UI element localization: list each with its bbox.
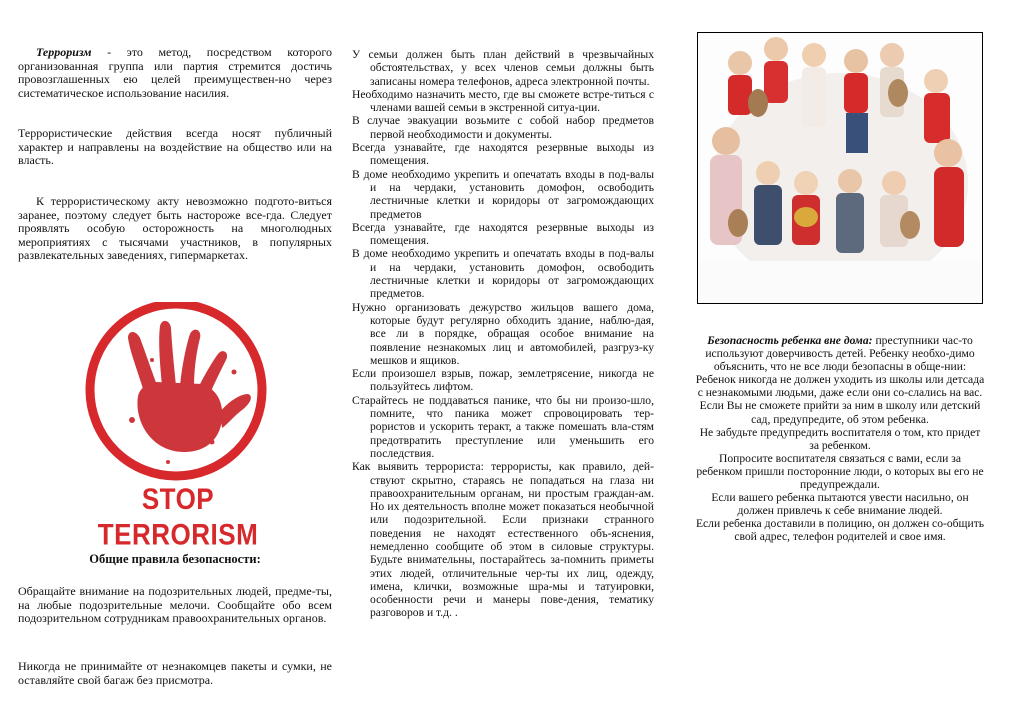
public-character-paragraph xyxy=(18,127,332,168)
middle-column xyxy=(352,0,654,724)
instruction-item: Нужно организовать дежурство жильцов вашего дома, которые будут регулярно обходить здание, наблю-дая, все ли в порядке, обращая особое внимание на появление незнакомых лиц и автомобилей, разгруз-ку мешков и ящиков. xyxy=(352,300,654,367)
instruction-item: В случае эвакуации возьмите с собой набор предметов первой необходимости и документы. xyxy=(352,114,654,141)
stop-terrorism-logo xyxy=(72,302,284,552)
instruction-item: Всегда узнавайте, где находятся резервные выходы из помещения. xyxy=(352,220,654,248)
public-character-text: Террористические действия всегда носят публичный характер и направлены на воздействие на общество или на власть. xyxy=(18,126,332,168)
child-safety-text xyxy=(695,334,985,544)
child-safety-term: Безопасность ребенка вне дома: xyxy=(707,334,873,347)
child-safety-line: Если вашего ребенка пытаются увести насильно, он должен привлечь к себе внимание людей. xyxy=(711,491,969,518)
child-safety-line: Ребенок никогда не должен уходить из школы или детсада с незнакомыми людьми, даже если они со-слались на вас. xyxy=(695,373,985,400)
attention-text: Обращайте внимание на подозрительных людей, предме-ты, на любые подозрительные мелочи. Сообщайте обо всем подозрительном сотрудникам правоохранительных органов. xyxy=(18,584,332,626)
definition-paragraph xyxy=(18,46,332,100)
instruction-item: Всегда узнавайте, где находятся резервные выходы из помещения. xyxy=(352,141,654,168)
term-terrorism: Терроризм xyxy=(36,45,92,59)
children-group-image xyxy=(698,33,982,303)
right-column xyxy=(695,0,985,724)
safety-instructions-list xyxy=(352,48,654,620)
general-rules-heading: Общие правила безопасности: xyxy=(89,552,261,566)
vigilance-paragraph xyxy=(18,195,332,263)
instruction-item: Как выявить террориста: террористы, как правило, дей-ствуют скрытно, стараясь не попадаться на глаза ни правоохранительным органам, ни простым граждан-ам. Но их деятельность вполне может показаться необычной или подозрительной. Если признаки странного поведения не находят естественного объ-яснения, немедленно сообщите об этом в силовые структуры. Будьте внимательны, постарайтесь за-помнить приметы этих людей, отличительные чер-ты их лиц, одежду, имена, клички, возможные шра-мы и татуировки, особенности речи и манеры пове-дения, тематику разговоров и т.д. . xyxy=(352,460,654,620)
luggage-text: Никогда не принимайте от незнакомцев пакеты и сумки, не оставляйте свой багаж без присмотра. xyxy=(18,659,332,687)
hand-in-circle-icon xyxy=(72,302,284,482)
left-column xyxy=(18,0,332,724)
children-photo xyxy=(697,32,983,304)
instruction-item: В доме необходимо укрепить и опечатать входы в под-валы и на чердаки, установить домофон, освободить лестничные клетки и коридоры от загромождающих предметов xyxy=(352,167,654,221)
child-safety-intro-text: преступники час-то используют доверчивость детей. Ребенку необхо-димо объяснить, что не все люди безопасны в обще-нии: xyxy=(705,334,975,374)
instruction-item: Необходимо назначить место, где вы сможете встре-титься с членами вашей семьи в экстренной ситуа-ции. xyxy=(352,87,654,115)
child-safety-line: Если ребенка доставили в полицию, он должен со-общить свой адрес, телефон родителей и свое имя. xyxy=(695,517,985,544)
instruction-item: У семьи должен быть план действий в чрезвычайных обстоятельствах, у всех членов семьи должны быть записаны номера телефонов, адреса электронной почты. xyxy=(352,48,654,88)
child-safety-intro xyxy=(695,334,985,373)
child-safety-line: Попросите воспитателя связаться с вами, если за ребенком пришли посторонние люди, о которых вы его не предупреждали. xyxy=(696,451,984,492)
definition-text: - это метод, посредством которого организованная группа или партия стремится достичь провозглашенных ею целей преимуществен-но через систематическое использование насилия. xyxy=(18,45,332,100)
attention-paragraph xyxy=(18,585,332,626)
instruction-item: В доме необходимо укрепить и опечатать входы в под-валы и на чердаки, установить домофон, освободить лестничные клетки и коридоры от загромождающих предметов. xyxy=(352,247,654,301)
child-safety-line: Не забудьте предупредить воспитателя о том, кто придет за ребенком. xyxy=(699,425,981,452)
vigilance-text: К террористическому акту невозможно подгото-виться заранее, поэтому следует быть настороже все-гда. Следует проявлять особую осторожность на многолюдных мероприятиях с тысячами участников, в популярных развлекательных заведениях, гипермаркетах. xyxy=(18,194,332,263)
child-safety-line: Если Вы не сможете прийти за ним в школу или детский сад, предупредите, об этом ребенка. xyxy=(699,399,981,426)
luggage-paragraph xyxy=(18,660,332,687)
stop-terrorism-label: STOP TERRORISM xyxy=(97,481,259,552)
instruction-item: Если произошел взрыв, пожар, землетрясение, никогда не пользуйтесь лифтом. xyxy=(352,367,654,394)
instruction-item: Старайтесь не поддаваться панике, что бы ни произо-шло, помните, что паника может спровоцировать тер-рористов и ускорить теракт, а также помешать вла-стям предотвратить преступление или уменьшить его последствия. xyxy=(352,393,654,460)
